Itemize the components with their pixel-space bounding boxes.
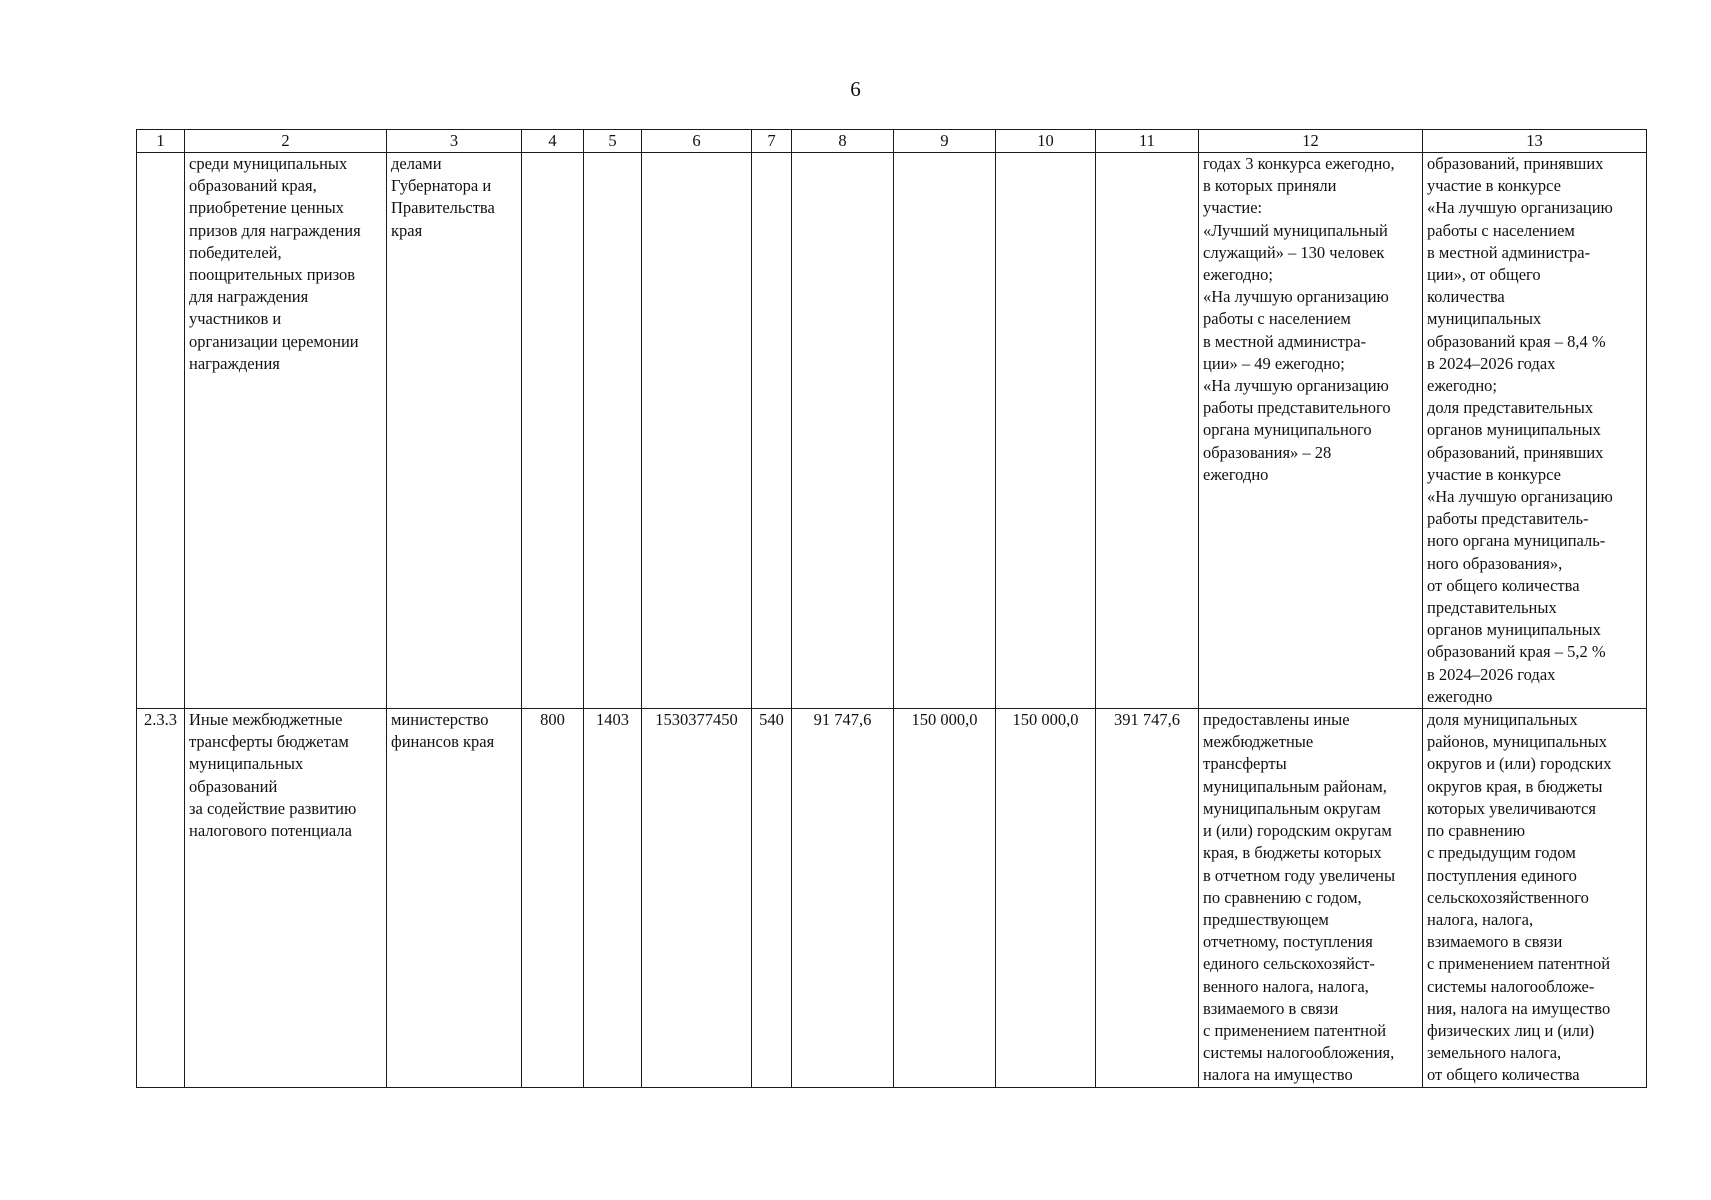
text-line: за содействие развитию: [189, 798, 357, 818]
text-line: трансферты: [1203, 754, 1287, 774]
text-line: в местной администра-: [1427, 242, 1591, 262]
column-5-cell: 1403: [584, 709, 642, 1087]
text-line: ежегодно;: [1203, 265, 1274, 285]
text-line: в местной администра-: [1203, 331, 1367, 351]
text-line: органов муниципальных: [1427, 420, 1601, 440]
text-line: «На лучшую организацию: [1427, 198, 1613, 218]
text-line: органа муниципального: [1203, 420, 1372, 440]
column-11-cell: 391 747,6: [1096, 709, 1199, 1087]
text-line: «На лучшую организацию: [1203, 376, 1389, 396]
text-line: годах 3 конкурса ежегодно,: [1203, 154, 1395, 173]
text-line: образований, принявших: [1427, 442, 1604, 462]
text-line: предшествующем: [1203, 909, 1329, 929]
column-number-header: 7: [752, 130, 792, 153]
text-line: призов для награждения: [189, 220, 361, 240]
text-line: ции» – 49 ежегодно;: [1203, 353, 1345, 373]
text-line: системы налогообложе-: [1427, 976, 1595, 996]
column-6-cell: [642, 153, 752, 709]
text-line: которых увеличиваются: [1427, 798, 1596, 818]
text-line: организации церемонии: [189, 331, 359, 351]
column-8-cell: 91 747,6: [792, 709, 894, 1087]
text-line: работы с населением: [1203, 309, 1351, 329]
activity-name-cell: [185, 709, 387, 1087]
text-line: в 2024–2026 годах: [1427, 664, 1556, 684]
column-5-cell: [584, 153, 642, 709]
indicator-cell: [1423, 709, 1647, 1087]
text-line: поступления единого: [1427, 865, 1577, 885]
page-number: 6: [850, 77, 861, 101]
column-number-header: 12: [1199, 130, 1423, 153]
text-line: образований края – 5,2 %: [1427, 642, 1606, 662]
column-9-cell: [894, 153, 996, 709]
column-4-cell: [522, 153, 584, 709]
column-10-cell: [996, 153, 1096, 709]
expected-result-cell: [1199, 153, 1423, 709]
text-line: «На лучшую организацию: [1203, 287, 1389, 307]
text-line: муниципальным районам,: [1203, 776, 1387, 796]
column-number-header: 3: [387, 130, 522, 153]
column-number-header-row: [137, 130, 1647, 153]
text-line: ции», от общего: [1427, 265, 1541, 285]
text-line: от общего количества: [1427, 575, 1580, 595]
text-line: края, в бюджеты которых: [1203, 843, 1382, 863]
text-line: ежегодно: [1427, 686, 1493, 706]
text-line: ного образования»,: [1427, 553, 1563, 573]
text-line: участие в конкурсе: [1427, 176, 1561, 196]
text-line: доля представительных: [1427, 398, 1594, 418]
column-number-header: 8: [792, 130, 894, 153]
text-line: работы представительного: [1203, 398, 1391, 418]
text-line: образований, принявших: [1427, 154, 1604, 173]
text-line: делами: [391, 154, 442, 173]
text-line: в которых приняли: [1203, 176, 1337, 196]
text-line: ного органа муниципаль-: [1427, 531, 1606, 551]
text-line: муниципальных: [1427, 309, 1542, 329]
text-line: служащий» – 130 человек: [1203, 242, 1385, 262]
text-line: «На лучшую организацию: [1427, 487, 1613, 507]
column-number-header: 1: [137, 130, 185, 153]
text-line: муниципальным округам: [1203, 798, 1381, 818]
activity-name-cell: [185, 153, 387, 709]
text-line: сельскохозяйственного: [1427, 887, 1589, 907]
responsible-body-cell: [387, 153, 522, 709]
text-line: участников и: [189, 309, 282, 329]
text-line: количества: [1427, 287, 1505, 307]
text-line: образования» – 28: [1203, 442, 1332, 462]
text-line: налога, налога,: [1427, 909, 1534, 929]
text-line: органов муниципальных: [1427, 620, 1601, 640]
table-row: [137, 153, 1647, 709]
column-number-header: 10: [996, 130, 1096, 153]
column-number-header: 2: [185, 130, 387, 153]
text-line: округов и (или) городских: [1427, 754, 1612, 774]
text-line: ежегодно: [1203, 464, 1269, 484]
column-6-cell: 1530377450: [642, 709, 752, 1087]
column-7-cell: 540: [752, 709, 792, 1087]
column-number-header: 11: [1096, 130, 1199, 153]
text-line: округов края, в бюджеты: [1427, 776, 1603, 796]
column-9-cell: 150 000,0: [894, 709, 996, 1087]
text-line: ежегодно;: [1427, 376, 1498, 396]
column-7-cell: [752, 153, 792, 709]
text-line: Иные межбюджетные: [189, 710, 343, 730]
text-line: налогового потенциала: [189, 821, 352, 841]
text-line: победителей,: [189, 242, 282, 262]
item-number-cell: 2.3.3: [137, 709, 185, 1087]
text-line: участие в конкурсе: [1427, 464, 1561, 484]
text-line: земельного налога,: [1427, 1043, 1562, 1063]
text-line: ния, налога на имущество: [1427, 998, 1611, 1018]
column-10-cell: 150 000,0: [996, 709, 1096, 1087]
column-4-cell: 800: [522, 709, 584, 1087]
text-line: взимаемого в связи: [1203, 998, 1339, 1018]
text-line: системы налогообложения,: [1203, 1043, 1395, 1063]
text-line: районов, муниципальных: [1427, 732, 1608, 752]
text-line: министерство: [391, 710, 489, 730]
column-number-header: 4: [522, 130, 584, 153]
column-number-header: 5: [584, 130, 642, 153]
text-line: образований: [189, 776, 278, 796]
text-line: приобретение ценных: [189, 198, 344, 218]
text-line: с предыдущим годом: [1427, 843, 1576, 863]
text-line: от общего количества: [1427, 1065, 1580, 1085]
text-line: Правительства: [391, 198, 495, 218]
column-number-header: 13: [1423, 130, 1647, 153]
text-line: с применением патентной: [1427, 954, 1611, 974]
text-line: финансов края: [391, 732, 495, 752]
text-line: награждения: [189, 353, 280, 373]
text-line: «Лучший муниципальный: [1203, 220, 1388, 240]
text-line: доля муниципальных: [1427, 710, 1578, 730]
text-line: образований края,: [189, 176, 317, 196]
text-line: отчетному, поступления: [1203, 932, 1373, 952]
text-line: физических лиц и (или): [1427, 1020, 1595, 1040]
text-line: среди муниципальных: [189, 154, 348, 173]
text-line: налога на имущество: [1203, 1065, 1353, 1085]
responsible-body-cell: [387, 709, 522, 1087]
text-line: единого сельскохозяйст-: [1203, 954, 1375, 974]
text-line: по сравнению с годом,: [1203, 887, 1362, 907]
table-row: [137, 709, 1647, 1087]
text-line: работы представитель-: [1427, 509, 1589, 529]
text-line: межбюджетные: [1203, 732, 1314, 752]
text-line: края: [391, 220, 423, 240]
text-line: венного налога, налога,: [1203, 976, 1369, 996]
indicator-cell: [1423, 153, 1647, 709]
text-line: по сравнению: [1427, 821, 1526, 841]
text-line: для награждения: [189, 287, 309, 307]
item-number-cell: [137, 153, 185, 709]
expected-result-cell: [1199, 709, 1423, 1087]
text-line: поощрительных призов: [189, 265, 356, 285]
column-number-header: 6: [642, 130, 752, 153]
text-line: муниципальных: [189, 754, 304, 774]
column-8-cell: [792, 153, 894, 709]
column-number-header: 9: [894, 130, 996, 153]
text-line: образований края – 8,4 %: [1427, 331, 1606, 351]
text-line: и (или) городским округам: [1203, 821, 1392, 841]
text-line: в 2024–2026 годах: [1427, 353, 1556, 373]
text-line: предоставлены иные: [1203, 710, 1350, 730]
text-line: трансферты бюджетам: [189, 732, 349, 752]
column-11-cell: [1096, 153, 1199, 709]
text-line: взимаемого в связи: [1427, 932, 1563, 952]
text-line: в отчетном году увеличены: [1203, 865, 1396, 885]
text-line: Губернатора и: [391, 176, 492, 196]
text-line: работы с населением: [1427, 220, 1575, 240]
program-activities-table: [136, 129, 1647, 1088]
text-line: участие:: [1203, 198, 1263, 218]
text-line: с применением патентной: [1203, 1020, 1387, 1040]
text-line: представительных: [1427, 598, 1557, 618]
